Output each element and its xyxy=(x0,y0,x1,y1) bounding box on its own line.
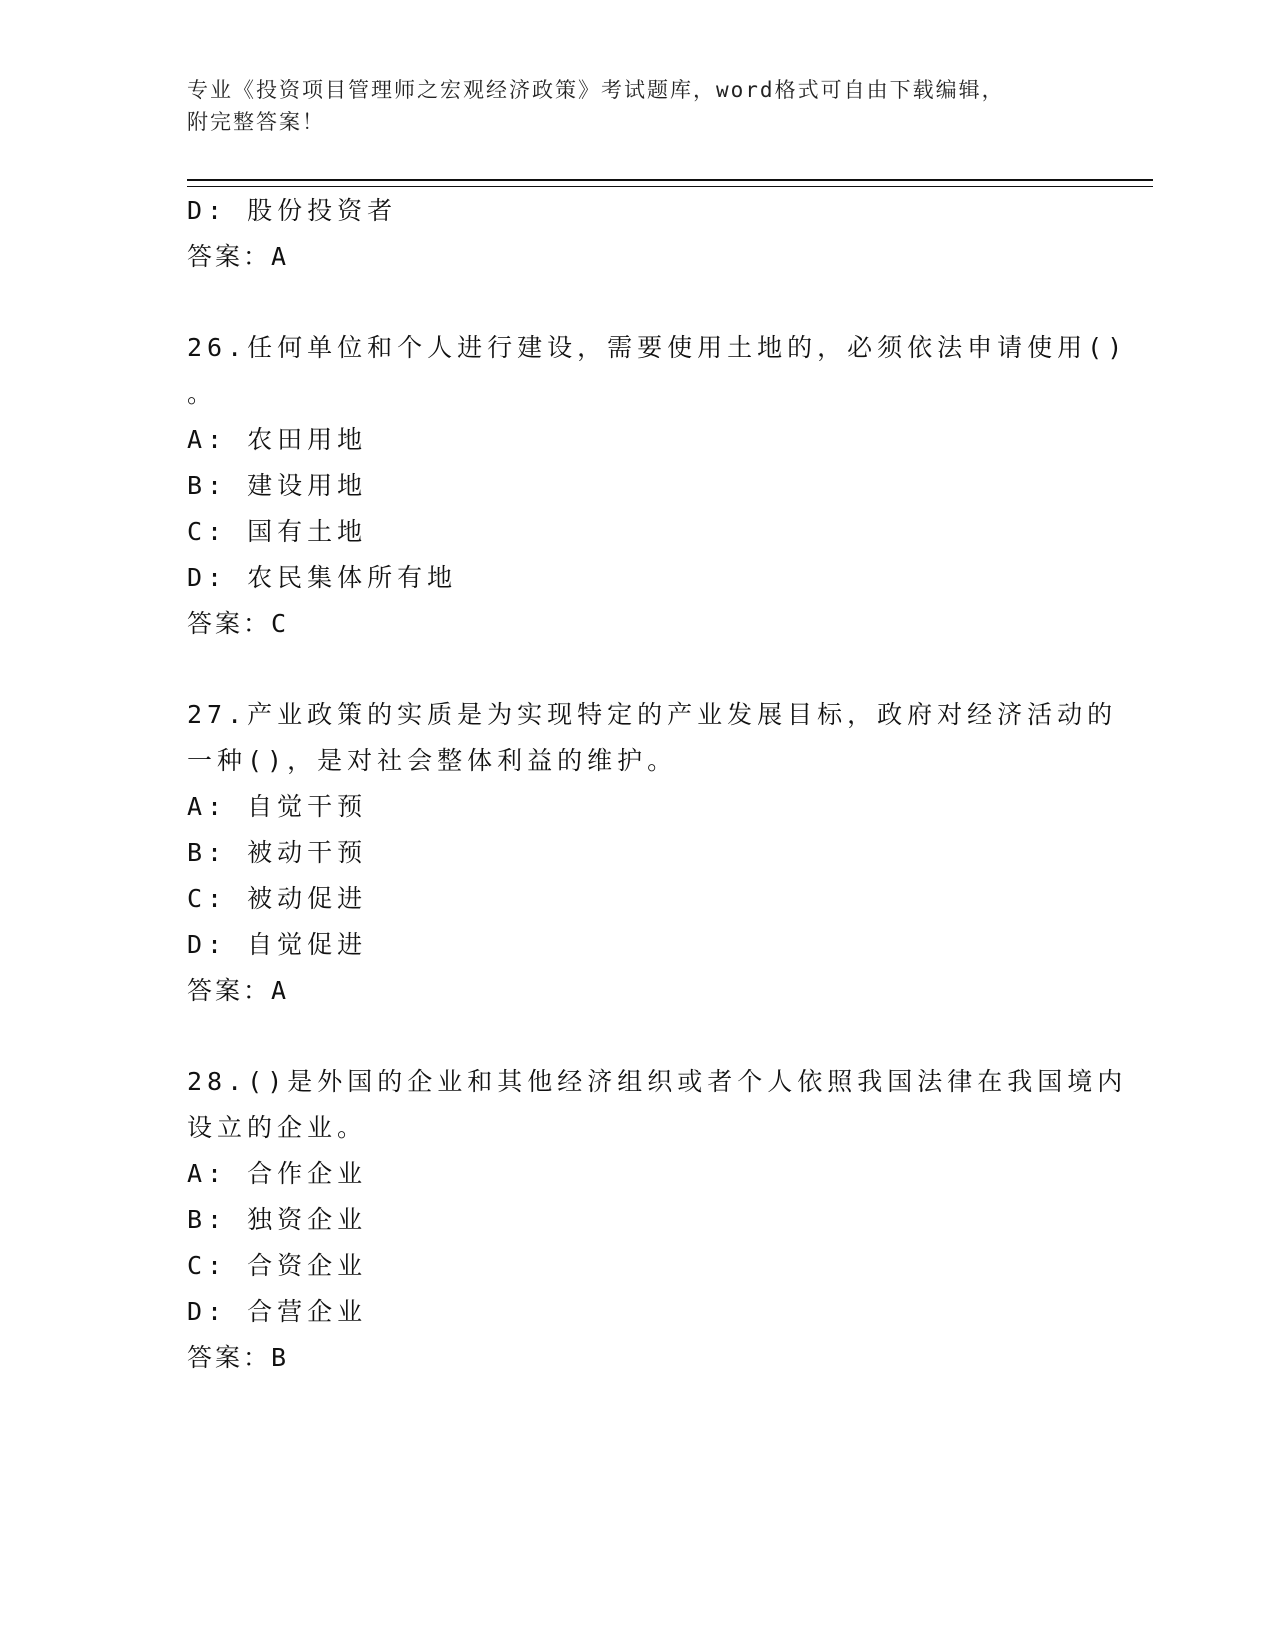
question-text-line: 27.产业政策的实质是为实现特定的产业发展目标，政府对经济活动的 xyxy=(187,700,1118,729)
header-line-1: 专业《投资项目管理师之宏观经济政策》考试题库，word格式可自由下载编辑， xyxy=(187,78,1005,102)
option-a: A: 合作企业 xyxy=(187,1159,368,1188)
option-c: C: 合资企业 xyxy=(187,1251,368,1280)
option-a: A: 农田用地 xyxy=(187,425,368,454)
question-list xyxy=(187,188,1128,1381)
question-27 xyxy=(187,692,1118,1014)
question-26 xyxy=(187,325,1128,647)
option-c: C: 被动促进 xyxy=(187,884,368,913)
answer-line: 答案：A xyxy=(187,242,290,271)
answer-line: 答案：A xyxy=(187,976,290,1005)
option-b: B: 建设用地 xyxy=(187,471,368,500)
spacer xyxy=(187,1014,1087,1059)
spacer xyxy=(187,647,1087,692)
answer-line: 答案：C xyxy=(187,609,290,638)
option-d: D: 农民集体所有地 xyxy=(187,563,458,592)
question-text-line: 一种()，是对社会整体利益的维护。 xyxy=(187,746,678,775)
option-b: B: 独资企业 xyxy=(187,1205,368,1234)
question-text-line: 设立的企业。 xyxy=(187,1113,368,1142)
question-28 xyxy=(187,1059,1128,1381)
option-d: D: 自觉促进 xyxy=(187,930,368,959)
question-text-line: 。 xyxy=(187,379,218,408)
answer-line: 答案：B xyxy=(187,1343,290,1372)
header-divider xyxy=(187,179,1153,187)
spacer xyxy=(187,280,1087,325)
question-text-line: 28.()是外国的企业和其他经济组织或者个人依照我国法律在我国境内 xyxy=(187,1067,1128,1096)
option-a: A: 自觉干预 xyxy=(187,792,368,821)
option-d: D: 股份投资者 xyxy=(187,196,398,225)
option-c: C: 国有土地 xyxy=(187,517,368,546)
header-line-2: 附完整答案！ xyxy=(187,110,325,134)
question-text-line: 26.任何单位和个人进行建设，需要使用土地的，必须依法申请使用() xyxy=(187,333,1128,362)
option-b: B: 被动干预 xyxy=(187,838,368,867)
document-header xyxy=(187,74,1087,138)
option-d: D: 合营企业 xyxy=(187,1297,368,1326)
